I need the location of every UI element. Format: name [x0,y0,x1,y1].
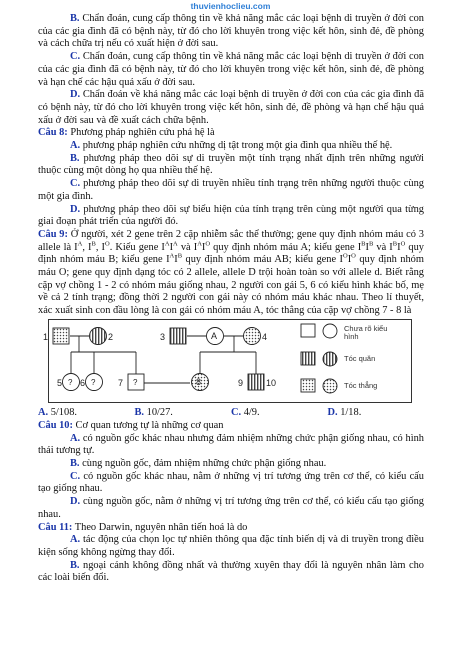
stem-text: Ở người, xét 2 gene trên 2 cặp nhiễm sắc thể thường; gene quy định nhóm máu có 3 allele là I [38,228,425,253]
q10-option-b [38,458,424,471]
member-label: ? [68,377,73,387]
question-text: Phương pháp nghiên cứu phả hệ là [70,127,215,139]
member-2-circle [90,327,107,344]
allele-sup: O [351,252,356,260]
option-label: D. [327,406,338,418]
option-label: A. [70,140,81,152]
stem-text: Kiểu gene I [115,241,165,253]
member-label: 9 [238,377,244,388]
allele-sup: A [197,240,202,248]
option-text: ngoại cảnh không đồng nhất và thường xuyên thay đổi là nguyên nhân làm cho các loài biến đổi. [38,559,424,584]
option-text: phương pháp theo dõi sự di truyền nhiều tính trạng trên những người thuộc cùng một gia đình. [38,178,424,202]
option-label: C. [70,51,81,63]
option-text: Chẩn đoán, cung cấp thông tin về khả năng mắc các loại bệnh di truyền ở đời con của các gia đình đã có bệnh này, từ đó cho lời khuyên trong việc kết hôn, sinh đẻ, đề phòng và hạn chế các hậu quả xấu ở đời sau. [38,51,424,88]
option-label: C. [70,178,81,190]
allele-sup: A [173,240,178,248]
allele-sup: B [368,240,374,248]
question-number: Câu 8: [38,127,68,139]
option-label: B. [70,457,80,469]
legend-straight-square [301,379,315,392]
option-label: A. [38,406,49,418]
option-text: cùng nguồn gốc, nằm ở những vị trí tương ứng trên cơ thể, có kiểu cấu tạo giống nhau. [38,496,424,520]
q8-option-a [38,140,424,153]
option-label: C. [70,470,81,482]
member-label: 6 [80,377,86,388]
legend-straight-circle [323,379,337,393]
pedigree-diagram [38,319,424,405]
option-text: Chẩn đoán, cung cấp thông tin về khả năng mắc các loại bệnh di truyền ở đời con của các gia đình đã có bệnh này, từ đó cho lời khuyên trong việc kết hôn, sinh đẻ, đề phòng và cách chữa trị nếu có xuất hiện ở đời sau. [38,13,424,50]
allele-sup: B [177,252,183,260]
punct: , [82,241,85,253]
member-4-circle [244,327,261,344]
q8-stem [38,127,424,140]
allele-sup: O [105,240,110,248]
option-text: 10/27. [146,406,173,418]
legend-curly-square [301,352,315,365]
allele-sup: A [169,252,175,260]
option-label: C. [231,406,242,418]
option-text: 5/108. [50,406,77,418]
q9-answers [38,407,424,420]
member-label: 8 [196,376,202,387]
member-1-square [53,328,69,344]
option-label: D. [70,203,81,215]
option-text: phương pháp nghiên cứu những dị tật trong một gia đình qua nhiều thế hệ. [82,140,393,152]
legend-unknown-square [301,324,315,337]
option-text: có nguồn gốc khác nhau nhưng đảm nhiệm những chức phận giống nhau, có hình thái tương tự. [38,432,424,457]
option-label: B. [70,559,80,571]
option-text: phương pháp theo dõi sự di truyền một tính trạng nhất định trên những người thuộc cùng một dòng họ qua nhiều thế hệ. [38,152,424,177]
option-label: D. [70,496,81,508]
member-label: A [211,330,218,341]
member-label: 7 [118,377,124,388]
option-label: B. [70,152,80,164]
q10-option-a [38,433,424,458]
q8-option-c [38,178,424,203]
q11-option-b [38,560,424,585]
answer-a [38,407,135,420]
legend-unknown-label: Chưa rõ kiểu hình [344,323,388,341]
question-text: Theo Darwin, nguyên nhân tiến hoá là do [74,521,248,533]
option-text: 4/9. [243,406,260,418]
watermark: thuvienhoclieu.com [190,1,271,11]
option-text: 1/18. [340,406,362,418]
member-label: 2 [108,331,114,342]
option-label: A. [70,534,81,546]
stem-text: quy định nhóm máu AB; kiểu gene I [185,254,343,266]
option-text: cùng nguồn gốc, đảm nhiệm những chức phận giống nhau. [82,457,327,469]
question-number: Câu 9: [38,228,68,240]
pedigree-legend [301,324,337,393]
question-text: Cơ quan tương tự là những cơ quan [75,419,224,431]
legend-curly-circle [323,352,337,366]
stem-text: và I [376,241,393,253]
option-label: A. [70,432,81,444]
allele-sup: B [392,240,398,248]
punct: . [109,241,113,253]
q8-option-d [38,204,424,229]
allele-sup: O [400,240,406,248]
allele-sup: O [205,240,211,248]
option-label: B. [134,406,145,418]
option-text: có nguồn gốc khác nhau, nằm ở những vị trí tương ứng trên cơ thể, có kiểu cấu tạo giống nhau. [38,470,424,495]
member-label: ? [91,377,96,387]
member-3-square [170,328,186,344]
question-number: Câu 10: [38,419,73,431]
stem-text: quy định nhóm máu B; kiểu gene I [38,241,424,266]
answer-d [328,407,425,420]
member-label: 10 [266,377,277,388]
question-number: Câu 11: [38,521,73,533]
allele-sup: A [77,240,83,248]
member-label: 1 [43,331,49,342]
legend-unknown-circle [323,324,337,338]
allele-sup: B [91,240,96,248]
q8-option-b [38,153,424,178]
member-label: 3 [160,331,166,342]
allele-sup: B [361,240,366,248]
member-label: 4 [262,331,268,342]
option-text: Chẩn đoán về khả năng mắc các loại bệnh di truyền ở đời con của các gia đình đã có bệnh này, từ đó cho lời khuyên trong việc kết hôn, sinh đẻ, đề phòng và hạn chế hậu quả xấu ở đời sau và đề xuất cách chữa bệnh. [38,89,424,126]
option-label: B. [70,13,80,24]
q7-option-c [38,51,424,89]
stem-text: quy định nhóm máu O; gene quy định dạng tóc có 2 allele, allele D trội hoàn toàn so với allele d. Biết rằng cặp vợ chồng 1 - 2 có nhóm máu giống nhau, 2 người con gái 5, 6 có kiểu hình khác bố, mẹ về cả 2 tính trạng; đồng thời 2 người con gái này có nhóm máu khác nhau. Theo lí thuyết, xác xuất sinh con đầu lòng là con gái có nhóm máu A, tóc thẳng của cặp vợ chồng 7 - 8 là [38,254,424,317]
q7-option-d [38,89,424,127]
option-label: D. [70,89,81,101]
allele-sup: A [164,240,170,248]
legend-curly-label: Tóc quăn [344,353,376,363]
q9-stem: Câu 9: Ở người, xét 2 gene trên 2 cặp nhiễm sắc thể thường; gene quy định nhóm máu có 3 allele là $I^A$, $I^B$, $I^O$. Kiểu gene $I^AI^A$ và $I^AI^O$ quy định nhóm máu A; kiểu gene $I^BI^B$ và $I^BI^O$ quy định nhóm máu B; kiểu gene $I^AI^B$ quy định nhóm máu AB; kiểu gene $I^OI^O$ quy định nhóm máu O; gene quy định dạng tóc có 2 allele, allele D trội hoàn toàn so với allele d. Biết rằng cặp vợ chồng 1 - 2 có nhóm máu giống nhau, 2 người con gái 5, 6 có kiểu hình khác bố, mẹ về cả 2 tính trạng; đồng thời 2 người con gái này có nhóm máu khác nhau. Theo lí thuyết, xác xuất sinh con đầu lòng là con gái có nhóm máu A, tóc thẳng của cặp vợ chồng 7 - 8 là [38,228,425,317]
answer-b [135,407,232,420]
q10-option-c [38,471,424,496]
allele-sup: O [343,252,348,260]
member-9-square [248,374,264,390]
stem-text: và I [180,241,198,253]
document-body [38,13,424,585]
answer-c [231,407,328,420]
member-label: ? [133,377,138,387]
q10-stem [38,420,424,433]
member-label: 5 [57,377,63,388]
q11-option-a [38,534,424,559]
option-text: phương pháp theo dõi sự biểu hiện của tính trạng trên cùng một người qua từng giai đoạn phát triển của người đó. [38,203,424,228]
legend-straight-label: Tóc thẳng [344,380,378,390]
q10-option-d [38,496,424,521]
q11-stem [38,522,424,535]
stem-text: quy định nhóm máu A; kiểu gene I [213,241,362,253]
q7-option-b [38,13,424,51]
punct: , [95,241,99,253]
option-text: tác động của chọn lọc tự nhiên thông qua đặc tính biến dị và di truyền trong điều kiện sống không ngừng thay đổi. [38,534,424,558]
